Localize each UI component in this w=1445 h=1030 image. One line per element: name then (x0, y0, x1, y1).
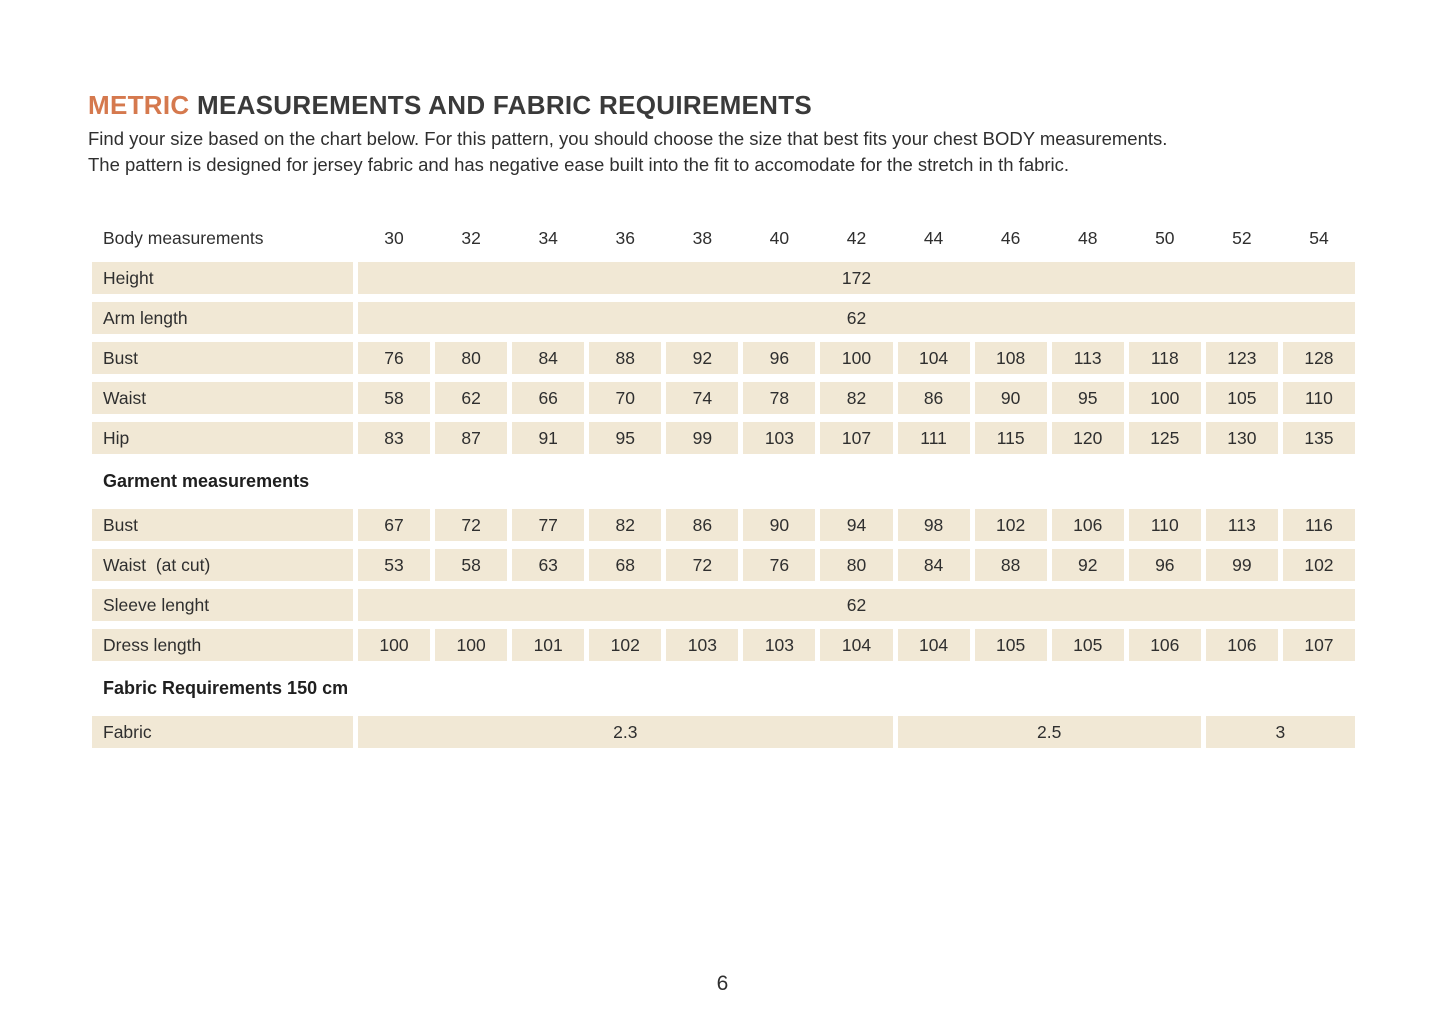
size-column-header: 34 (538, 227, 558, 248)
measurement-cell: 102 (1283, 549, 1355, 581)
measurement-cell: 113 (1052, 342, 1124, 374)
size-column-header: 32 (461, 227, 481, 248)
section-heading: Fabric Requirements 150 cm (103, 678, 349, 698)
measurement-cell: 115 (975, 422, 1047, 454)
measurement-cell: 110 (1129, 509, 1201, 541)
size-column-header: 42 (846, 227, 867, 248)
row-label: Dress length (92, 629, 353, 661)
measurement-cell: 96 (1129, 549, 1201, 581)
measurement-cell: 125 (1129, 422, 1201, 454)
measurement-cell: 110 (1283, 382, 1355, 414)
measurement-cell: 103 (743, 629, 815, 661)
size-column-header: 36 (615, 227, 635, 248)
measurement-cell: 87 (435, 422, 507, 454)
measurement-cell: 106 (1206, 629, 1278, 661)
fabric-span-cell: 2.3 (358, 716, 893, 748)
measurement-cell: 92 (1052, 549, 1124, 581)
measurement-cell: 104 (820, 629, 892, 661)
page-number: 6 (716, 972, 729, 995)
row-label: Waist (92, 382, 353, 414)
measurement-cell: 96 (743, 342, 815, 374)
measurement-cell: 90 (743, 509, 815, 541)
measurement-cell: 108 (975, 342, 1047, 374)
size-column-header: 50 (1155, 227, 1175, 248)
measurement-cell: 83 (358, 422, 430, 454)
measurement-cell: 123 (1206, 342, 1278, 374)
row-label: Arm length (92, 302, 353, 334)
size-column-header: 38 (692, 227, 713, 248)
measurement-cell: 135 (1283, 422, 1355, 454)
measurement-cell: 88 (589, 342, 661, 374)
measurement-cell: 128 (1283, 342, 1355, 374)
measurement-cell: 84 (512, 342, 584, 374)
intro-line-1: Find your size based on the chart below. For this pattern, you should choose the size that best fits your chest BODY measurements. (88, 128, 1168, 149)
measurement-cell: 76 (358, 342, 430, 374)
measurement-cell: 105 (975, 629, 1047, 661)
row-label: Bust (92, 509, 353, 541)
measurement-cell: 102 (975, 509, 1047, 541)
measurement-cell: 91 (512, 422, 584, 454)
measurement-cell: 113 (1206, 509, 1278, 541)
measurement-cell: 86 (666, 509, 738, 541)
spanning-measurement-cell: 62 (358, 589, 1355, 621)
measurement-cell: 82 (820, 382, 892, 414)
measurement-cell: 74 (666, 382, 738, 414)
row-label: Bust (92, 342, 353, 374)
size-column-header: 48 (1077, 227, 1098, 248)
measurement-cell: 111 (898, 422, 970, 454)
measurement-cell: 116 (1283, 509, 1355, 541)
measurement-cell: 72 (666, 549, 738, 581)
measurement-cell: 67 (358, 509, 430, 541)
measurement-cell: 103 (743, 422, 815, 454)
row-label: Hip (92, 422, 353, 454)
measurement-cell: 106 (1052, 509, 1124, 541)
table-header-label: Body measurements (103, 227, 264, 248)
measurement-cell: 104 (898, 342, 970, 374)
intro-paragraph (88, 126, 1445, 178)
measurement-cell: 77 (512, 509, 584, 541)
measurement-cell: 72 (435, 509, 507, 541)
measurement-cell: 82 (589, 509, 661, 541)
measurement-cell: 80 (820, 549, 892, 581)
measurement-cell: 103 (666, 629, 738, 661)
measurement-cell: 105 (1052, 629, 1124, 661)
size-column-header: 40 (769, 227, 790, 248)
row-label: Height (92, 262, 353, 294)
measurement-cell: 95 (1052, 382, 1124, 414)
measurement-cell: 78 (743, 382, 815, 414)
size-column-header: 46 (1000, 227, 1021, 248)
size-column-header: 54 (1309, 227, 1329, 248)
measurement-cell: 58 (358, 382, 430, 414)
measurement-cell: 99 (1206, 549, 1278, 581)
measurement-cell: 90 (975, 382, 1047, 414)
measurement-cell: 106 (1129, 629, 1201, 661)
measurement-cell: 63 (512, 549, 584, 581)
row-label: Sleeve lenght (92, 589, 353, 621)
page-title-accent: METRIC (88, 90, 190, 120)
measurement-cell: 102 (589, 629, 661, 661)
measurement-cell: 100 (1129, 382, 1201, 414)
measurement-cell: 98 (898, 509, 970, 541)
size-column-header: 30 (384, 227, 404, 248)
fabric-span-cell: 2.5 (898, 716, 1201, 748)
measurement-cell: 100 (820, 342, 892, 374)
spanning-measurement-cell: 172 (358, 262, 1355, 294)
intro-line-2: The pattern is designed for jersey fabric and has negative ease built into the fit to accomodate for the stretch in th fabric. (88, 154, 1070, 175)
row-label: Fabric (92, 716, 353, 748)
measurement-cell: 58 (435, 549, 507, 581)
measurement-cell: 86 (898, 382, 970, 414)
measurement-cell: 88 (975, 549, 1047, 581)
measurement-cell: 105 (1206, 382, 1278, 414)
measurement-cell: 68 (589, 549, 661, 581)
measurement-cell: 101 (512, 629, 584, 661)
measurement-cell: 80 (435, 342, 507, 374)
measurement-cell: 66 (512, 382, 584, 414)
row-label: Waist (at cut) (92, 549, 353, 581)
size-column-header: 44 (923, 227, 944, 248)
measurement-cell: 70 (589, 382, 661, 414)
measurement-cell: 118 (1129, 342, 1201, 374)
measurement-cell: 107 (1283, 629, 1355, 661)
size-column-header: 52 (1232, 227, 1252, 248)
measurement-cell: 53 (358, 549, 430, 581)
fabric-span-cell: 3 (1206, 716, 1355, 748)
measurement-cell: 104 (898, 629, 970, 661)
measurement-cell: 84 (898, 549, 970, 581)
measurement-cell: 100 (435, 629, 507, 661)
section-heading: Garment measurements (103, 471, 310, 491)
size-table (92, 222, 1355, 748)
measurement-cell: 92 (666, 342, 738, 374)
page-title (88, 90, 1445, 120)
measurement-cell: 130 (1206, 422, 1278, 454)
measurement-cell: 120 (1052, 422, 1124, 454)
measurement-cell: 107 (820, 422, 892, 454)
measurement-cell: 76 (743, 549, 815, 581)
page-title-rest: MEASUREMENTS AND FABRIC REQUIREMENTS (189, 90, 813, 120)
measurement-cell: 94 (820, 509, 892, 541)
measurement-cell: 62 (435, 382, 507, 414)
measurement-cell: 100 (358, 629, 430, 661)
measurement-cell: 99 (666, 422, 738, 454)
spanning-measurement-cell: 62 (358, 302, 1355, 334)
measurement-cell: 95 (589, 422, 661, 454)
